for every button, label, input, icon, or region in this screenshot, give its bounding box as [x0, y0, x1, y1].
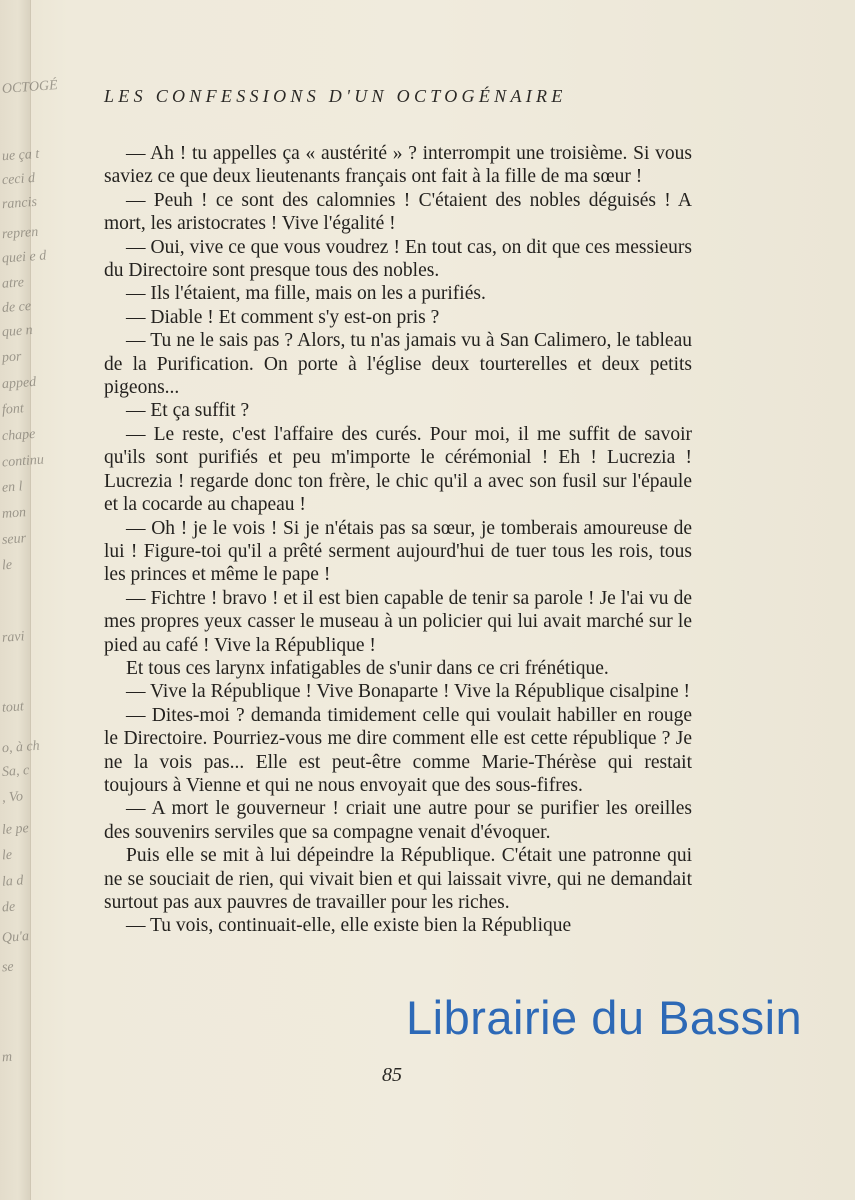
paragraph: — Peuh ! ce sont des calomnies ! C'étaient des nobles déguisés ! A mort, les aristocrates ! Vive l'égalité ! — [104, 189, 692, 235]
bleed-text: Qu'a — [1, 929, 30, 946]
paragraph: — A mort le gouverneur ! criait une autre pour se purifier les oreilles des souvenirs serviles que sa compagne venait d'évoquer. — [104, 798, 692, 843]
bleed-text: de — [1, 899, 16, 916]
paragraph: — Diable ! Et comment s'y est-on pris ? — [126, 306, 440, 328]
bleed-text: le — [1, 557, 13, 574]
bleed-text: quei e d — [1, 248, 47, 267]
bleed-text: la d — [1, 873, 24, 890]
body-text — [104, 142, 692, 938]
bleed-text: por — [1, 349, 22, 366]
bleed-text: seur — [1, 531, 27, 548]
bleed-text: chape — [1, 426, 36, 445]
bleed-text: se — [1, 959, 15, 976]
paragraph: — Tu vois, continuait-elle, elle existe bien la République — [126, 915, 572, 937]
paragraph: — Oh ! je le vois ! Si je n'étais pas sa sœur, je tomberais amoureuse de lui ! Figure-toi qu'il a prêté serment aujourd'hui de tuer tous les rois, tous les princes et même le pape ! — [104, 517, 692, 586]
bleed-text: mon — [1, 505, 27, 522]
paragraph: — Et ça suffit ? — [126, 400, 250, 422]
bleed-text: atre — [1, 275, 25, 292]
paragraph: — Dites-moi ? demanda timidement celle qui voulait habiller en rouge le Directoire. Pourriez-vous me dire comment elle est cette république ? Je ne la vois pas... Elle est peut-être comme Marie-Thérèse qui restait toujours à Vienne et qui ne nous envoyait que des sous-fifres. — [104, 704, 692, 796]
paragraph: — Oui, vive ce que vous voudrez ! En tout cas, on dit que ces messieurs du Directoire sont presque tous des nobles. — [104, 236, 692, 282]
bleed-text: en l — [1, 479, 24, 496]
paragraph: — Ils l'étaient, ma fille, mais on les a purifiés. — [126, 283, 486, 305]
paragraph: Et tous ces larynx infatigables de s'unir dans ce cri frénétique. — [126, 657, 609, 679]
paragraph: Puis elle se mit à lui dépeindre la République. C'était une patronne qui ne se souciait de rien, qui vivait bien et qui laissait vivre, qui ne demandait surtout pas aux pauvres de travailler pour les riches. — [104, 845, 692, 913]
bleed-text: que n — [1, 322, 34, 341]
bleed-text: rancis — [1, 194, 38, 213]
running-head: LES CONFESSIONS D'UN OCTOGÉNAIRE — [104, 86, 567, 106]
page-number: 85 — [382, 1064, 402, 1086]
paragraph: — Fichtre ! bravo ! et il est bien capable de tenir sa parole ! Je l'ai vu de mes propres yeux casser le museau à un policier qui lui avait marché sur le pied au café ! Vive la République ! — [104, 587, 692, 656]
bleed-text: ue ça t — [1, 146, 40, 165]
paragraph: — Le reste, c'est l'affaire des curés. Pour moi, il me suffit de savoir qu'ils sont purifiés et peu m'importe le cérémonial ! Eh ! Lucrezia ! Lucrezia ! regarde donc ton frère, le chic qu'il a avec son fusil sur l'épaule et la cocarde au chapeau ! — [104, 423, 692, 516]
bleed-text: ceci d — [1, 170, 36, 189]
bleed-text: de ce — [1, 299, 32, 316]
paragraph: — Ah ! tu appelles ça « austérité » ? interrompit une troisième. Si vous saviez ce que deux lieutenants français ont fait à la fille de ma sœur ! — [104, 143, 692, 188]
bleed-text: repren — [1, 224, 39, 243]
bleed-text: o, à ch — [1, 738, 41, 757]
paragraph: — Tu ne le sais pas ? Alors, tu n'as jamais vu à San Calimero, le tableau de la Purification. On porte à l'église deux tourterelles et deux petits pigeons... — [104, 330, 692, 399]
bleed-text: font — [1, 401, 25, 418]
bleed-text: OCTOGÉ — [1, 78, 59, 97]
bleed-text: apped — [1, 374, 37, 393]
paragraph: — Vive la République ! Vive Bonaparte ! Vive la République cisalpine ! — [126, 681, 691, 703]
bleed-text: Sa, c — [1, 763, 30, 780]
bookseller-watermark: Librairie du Bassin — [406, 991, 803, 1044]
bleed-text: continu — [1, 452, 45, 471]
bleed-text: le pe — [1, 821, 30, 838]
bleed-text: tout — [1, 699, 25, 716]
bleed-text: le — [1, 847, 13, 864]
bleed-text: ravi — [1, 629, 26, 646]
facing-page-edge — [0, 0, 59, 1200]
bleed-text: m — [1, 1049, 13, 1066]
bleed-text: , Vo — [1, 789, 24, 806]
